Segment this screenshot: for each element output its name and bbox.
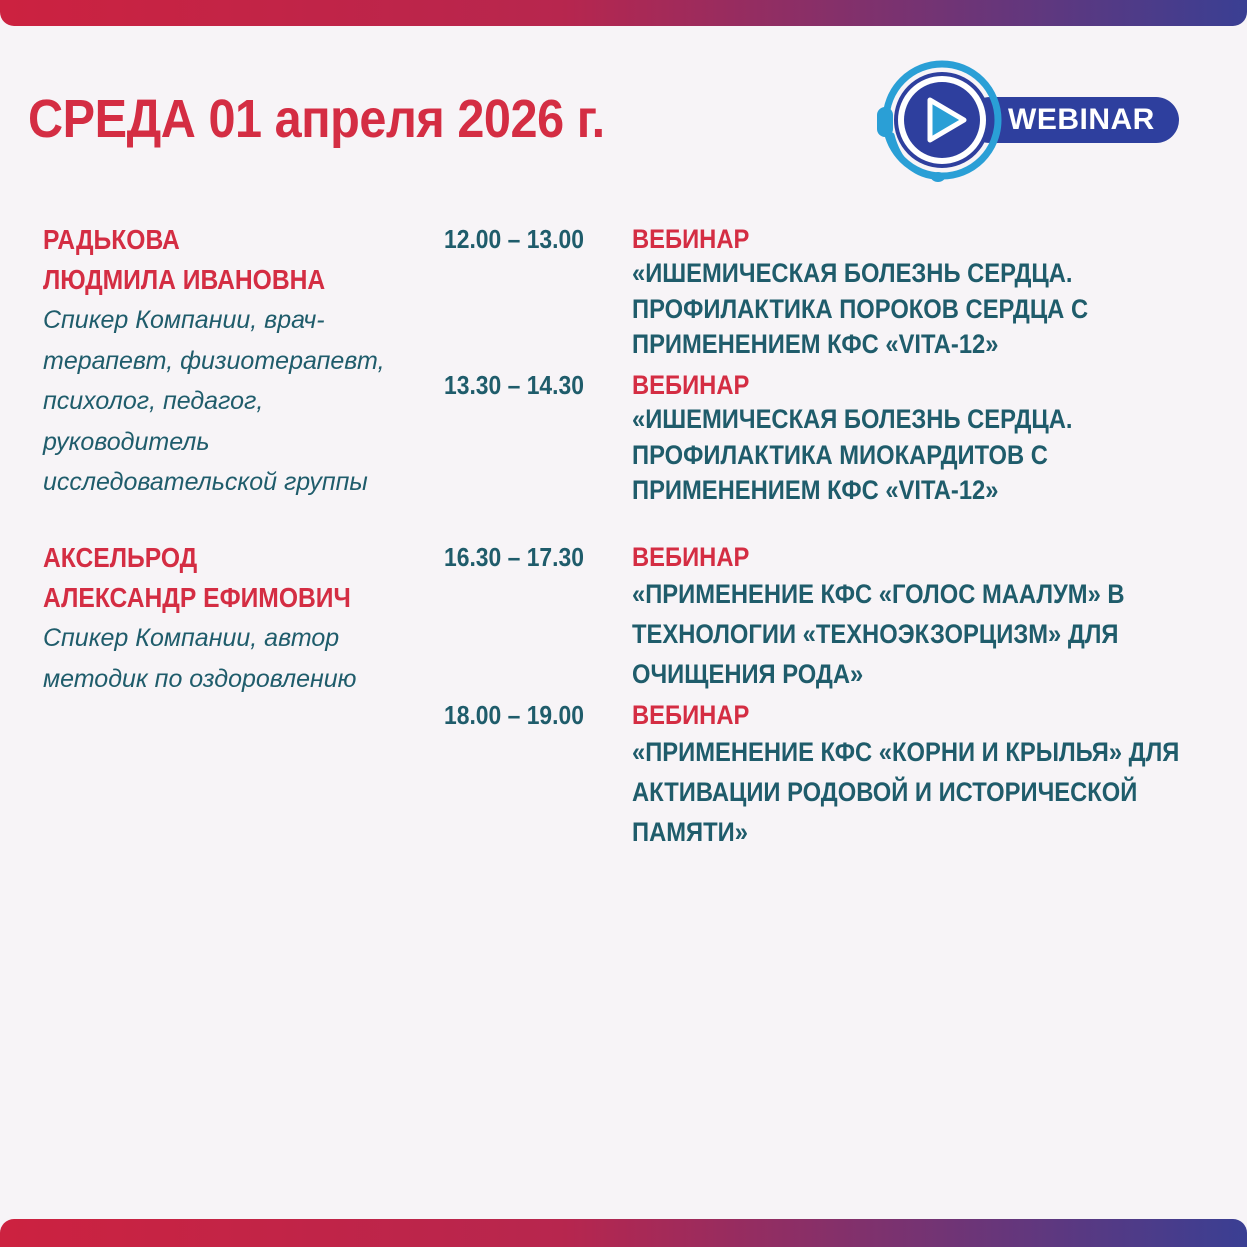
session-label: ВЕБИНАР [632,370,750,400]
session-time: 16.30 – 17.30 [444,542,584,572]
speaker-description: методик по оздоровлению [43,664,357,693]
speaker-block [43,220,385,503]
speaker-name: АЛЕКСАНДР ЕФИМОВИЧ [43,582,351,613]
session-title: «ПРИМЕНЕНИЕ КФС «ГОЛОС МААЛУМ» В [632,579,1125,609]
session-block [632,698,1179,852]
speaker-name: ЛЮДМИЛА ИВАНОВНА [43,264,326,295]
session-title: ПРИМЕНЕНИЕМ КФС «VITA-12» [632,475,999,505]
speaker-description: исследовательской группы [43,468,368,496]
speaker-name: РАДЬКОВА [43,224,180,255]
session-label: ВЕБИНАР [632,542,750,572]
speaker-block [43,538,393,699]
session-block [632,222,1088,363]
speaker-description: Спикер Компании, врач- [43,306,325,334]
session-label: ВЕБИНАР [632,700,750,730]
session-title: ПРОФИЛАКТИКА ПОРОКОВ СЕРДЦА С [632,293,1089,324]
session-title: ТЕХНОЛОГИИ «ТЕХНОЭКЗОРЦИЗМ» ДЛЯ [632,619,1119,649]
session-title: ПРОФИЛАКТИКА МИОКАРДИТОВ С [632,439,1048,470]
speaker-name: АКСЕЛЬРОД [43,542,198,573]
session-title: ОЧИЩЕНИЯ РОДА» [632,659,864,689]
session-block [632,540,1125,694]
session-time: 13.30 – 14.30 [444,370,584,400]
session-title: ПРИМЕНЕНИЕМ КФС «VITA-12» [632,329,999,359]
webinar-logo [872,55,1182,190]
session-title: «ПРИМЕНЕНИЕ КФС «КОРНИ И КРЫЛЬЯ» ДЛЯ [632,737,1180,767]
logo-text: WEBINAR [1008,103,1155,136]
session-label: ВЕБИНАР [632,224,750,254]
speaker-description: руководитель [43,427,210,456]
speaker-description: Спикер Компании, автор [43,624,340,652]
session-title: АКТИВАЦИИ РОДОВОЙ И ИСТОРИЧЕСКОЙ [632,777,1138,807]
speaker-description: психолог, педагог, [43,387,264,415]
session-title: ПАМЯТИ» [632,817,748,847]
session-title: «ИШЕМИЧЕСКАЯ БОЛЕЗНЬ СЕРДЦА. [632,258,1073,288]
session-block [632,368,1073,509]
top-gradient-bar [0,0,1247,26]
session-title: «ИШЕМИЧЕСКАЯ БОЛЕЗНЬ СЕРДЦА. [632,404,1073,434]
page-title: СРЕДА 01 апреля 2026 г. [28,89,605,149]
session-time: 12.00 – 13.00 [444,224,584,254]
bottom-gradient-bar [0,1219,1247,1247]
speaker-description: терапевт, физиотерапевт, [43,346,385,375]
session-time: 18.00 – 19.00 [444,700,584,730]
